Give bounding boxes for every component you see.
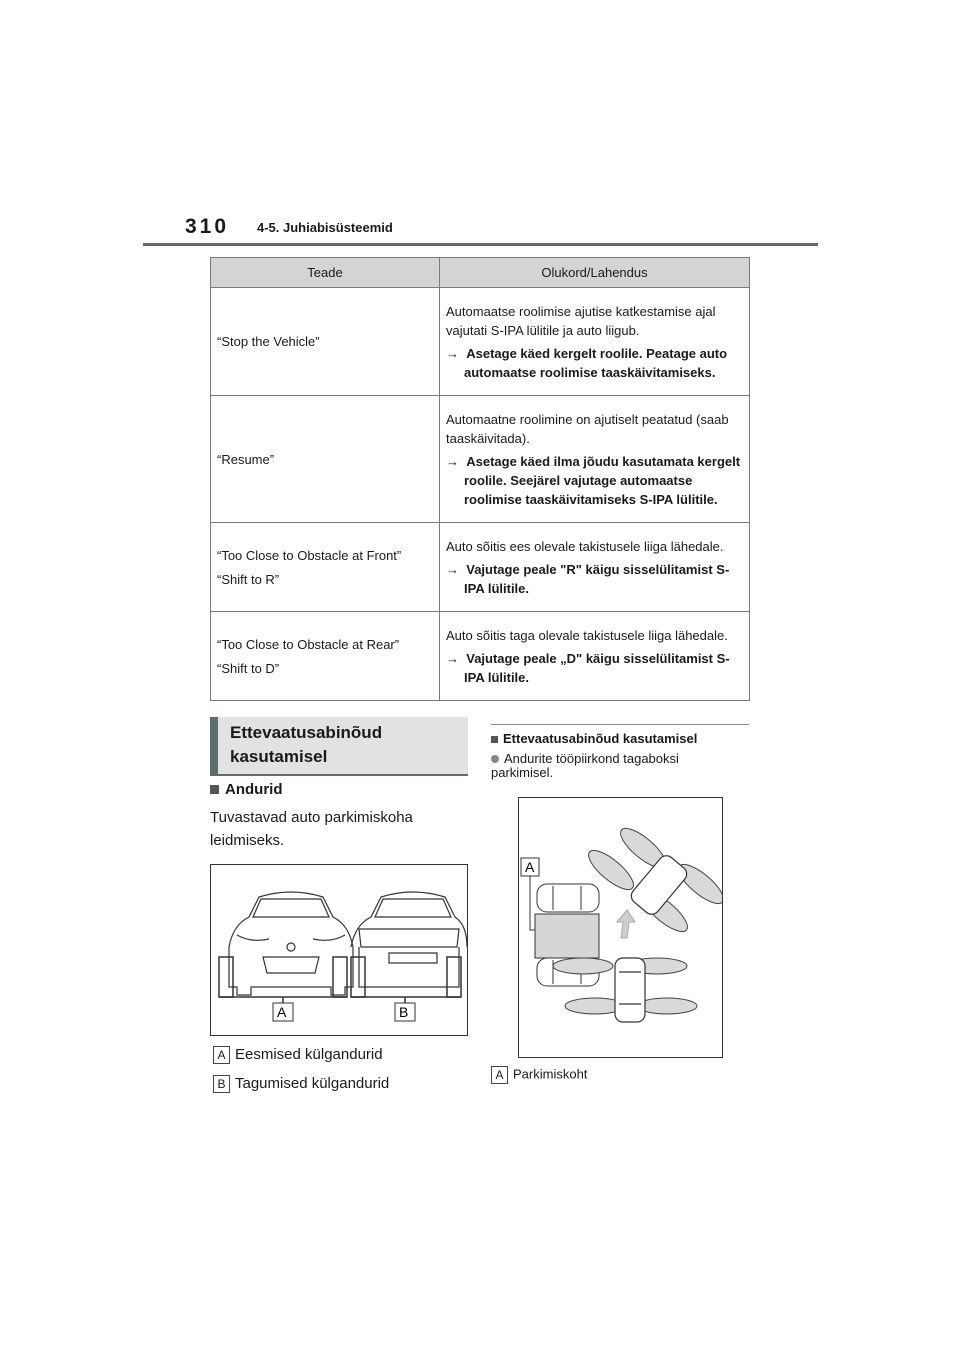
message-text: “Shift to D” — [217, 660, 280, 676]
situation-cell — [440, 396, 750, 523]
solution-text — [446, 344, 743, 382]
parking-legend-letter: A — [491, 1066, 508, 1084]
legend-text-a: Eesmised külgandurid — [235, 1046, 383, 1063]
message-cell — [211, 523, 440, 612]
situation-cell — [440, 288, 750, 396]
sensors-description: Tuvastavad auto parkimiskoha leidmiseks. — [210, 809, 413, 849]
legend-letter-b: B — [213, 1075, 230, 1093]
figure-label-a: A — [525, 859, 535, 875]
page-number: 310 — [185, 215, 230, 238]
solution-label: Vajutage peale "R" käigu sisselülitamist S-IPA lülitile. — [464, 561, 730, 596]
caution-heading-text — [230, 721, 382, 769]
message-text: “Shift to R” — [217, 571, 280, 587]
bullet-dot-icon — [491, 755, 499, 763]
solution-text — [446, 649, 743, 687]
parking-area-illustration — [519, 798, 722, 1057]
message-text: “Stop the Vehicle” — [217, 334, 320, 349]
message-table — [210, 257, 750, 701]
header-rule — [143, 243, 818, 246]
arrow-icon: → — [446, 345, 459, 361]
parking-legend-text: Parkimiskoht — [513, 1066, 588, 1082]
message-cell — [211, 396, 440, 523]
legend-letter-a: A — [213, 1046, 230, 1064]
table-row — [211, 396, 750, 523]
table-row — [211, 288, 750, 396]
usage-title — [491, 731, 697, 746]
usage-bullet-text: Andurite tööpiirkond tagaboksi parkimisel. — [491, 751, 679, 780]
label-b: B — [399, 1004, 409, 1020]
label-a: A — [277, 1004, 287, 1020]
situation-cell — [440, 523, 750, 612]
column-header-message: Teade — [211, 258, 440, 288]
situation-text: Auto sõitis ees olevale takistusele liiga lähedale. — [446, 538, 724, 554]
usage-title-text: Ettevaatusabinõud kasutamisel — [503, 731, 698, 746]
caution-heading-line2: kasutamisel — [230, 747, 328, 766]
caution-heading — [210, 717, 468, 774]
arrow-icon: → — [446, 453, 459, 469]
situation-text: Automaatne roolimine on ajutiselt peatatud (saab taaskäivitada). — [446, 411, 729, 446]
caution-heading-line1: Ettevaatusabinõud — [230, 723, 383, 742]
message-text: “Resume” — [217, 451, 275, 467]
caution-underline — [210, 774, 468, 776]
column-header-situation: Olukord/Lahendus — [440, 258, 750, 288]
arrow-icon: → — [446, 650, 459, 666]
sensors-figure — [210, 864, 468, 1036]
solution-text — [446, 560, 743, 598]
legend-item-b — [213, 1075, 389, 1093]
sensors-title-text: Andurid — [225, 781, 283, 798]
table-header-row — [211, 258, 750, 288]
message-cell — [211, 288, 440, 396]
situation-cell — [440, 612, 750, 701]
parking-figure — [518, 797, 723, 1058]
section-title: 4-5. Juhiabisüsteemid — [257, 220, 393, 235]
square-bullet-icon — [491, 736, 498, 743]
solution-label: Asetage käed ilma jõudu kasutamata kergelt roolile. Seejärel vajutage automaatse roolimise taaskäivitamiseks S-IPA lülitile. — [464, 453, 741, 507]
right-column-rule — [491, 724, 749, 725]
square-bullet-icon — [210, 785, 219, 794]
legend-text-b: Tagumised külgandurid — [235, 1075, 390, 1092]
car-front-rear-illustration — [211, 865, 467, 1035]
arrow-icon: → — [446, 561, 459, 577]
table-row — [211, 523, 750, 612]
message-text: “Too Close to Obstacle at Front” — [217, 547, 402, 563]
solution-label: Vajutage peale „D" käigu sisselülitamist S-IPA lülitile. — [464, 650, 730, 685]
sensors-title — [210, 781, 283, 798]
usage-bullet — [491, 752, 731, 780]
parking-legend — [491, 1066, 587, 1084]
situation-text: Automaatse roolimise ajutise katkestamise ajal vajutati S-IPA lülitile ja auto liigub. — [446, 303, 716, 338]
solution-text — [446, 452, 743, 509]
message-text: “Too Close to Obstacle at Rear” — [217, 636, 400, 652]
message-cell — [211, 612, 440, 701]
solution-label: Asetage käed kergelt roolile. Peatage auto automaatse roolimise taaskäivitamiseks. — [464, 345, 728, 380]
legend-item-a — [213, 1046, 383, 1064]
table-row — [211, 612, 750, 701]
situation-text: Auto sõitis taga olevale takistusele liiga lähedale. — [446, 627, 728, 643]
